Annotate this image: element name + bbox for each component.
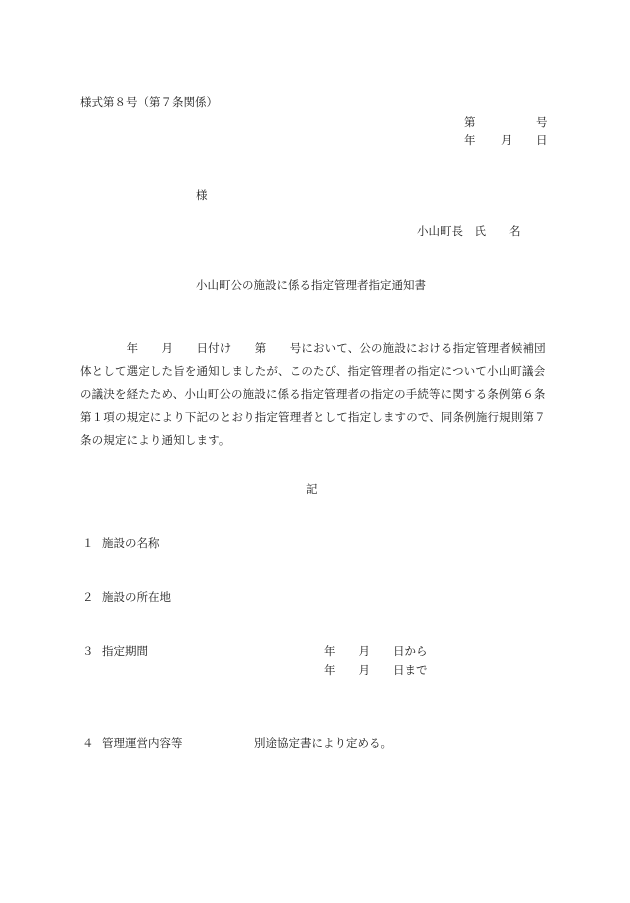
item-2-label: 施設の所在地: [102, 590, 171, 604]
form-label: 様式第８号（第７条関係）: [80, 95, 218, 109]
item-3-number: ３: [82, 644, 94, 658]
date-tsuki: 月: [501, 133, 513, 147]
date-hi: 日: [536, 133, 548, 147]
body-paragraph: [80, 337, 560, 452]
item-4-value: 別途協定書により定める。: [254, 736, 392, 750]
body-line: 条の規定により通知します。: [80, 433, 231, 447]
item-2-number: ２: [82, 590, 94, 604]
item-1-number: １: [82, 536, 94, 550]
ki-heading: 記: [306, 482, 318, 496]
date-nen: 年: [464, 133, 476, 147]
document-title: 小山町公の施設に係る指定管理者指定通知書: [196, 278, 426, 292]
item-3-period-from: 年 月 日から: [324, 644, 428, 658]
body-line: 年 月 日付け 第 号において、公の施設における指定管理者候補団: [80, 341, 546, 355]
body-line: の議決を経たため、小山町公の施設に係る指定管理者の指定の手続等に関する条例第６条: [80, 387, 546, 401]
sender-title: 小山町長 氏 名: [417, 224, 521, 238]
recipient-sama: 様: [196, 188, 208, 202]
item-4-number: ４: [82, 736, 94, 750]
body-line: 第１項の規定により下記のとおり指定管理者として指定しますので、同条例施行規則第７: [80, 410, 546, 424]
item-4-label: 管理運営内容等: [102, 736, 183, 750]
doc-number-dai: 第: [464, 115, 476, 129]
doc-number-go: 号: [536, 115, 548, 129]
item-1-label: 施設の名称: [102, 536, 160, 550]
item-3-label: 指定期間: [102, 644, 148, 658]
item-3-period-to: 年 月 日まで: [324, 663, 428, 677]
body-line: 体として選定した旨を通知しましたが、このたび、指定管理者の指定について小山町議会: [80, 364, 546, 378]
